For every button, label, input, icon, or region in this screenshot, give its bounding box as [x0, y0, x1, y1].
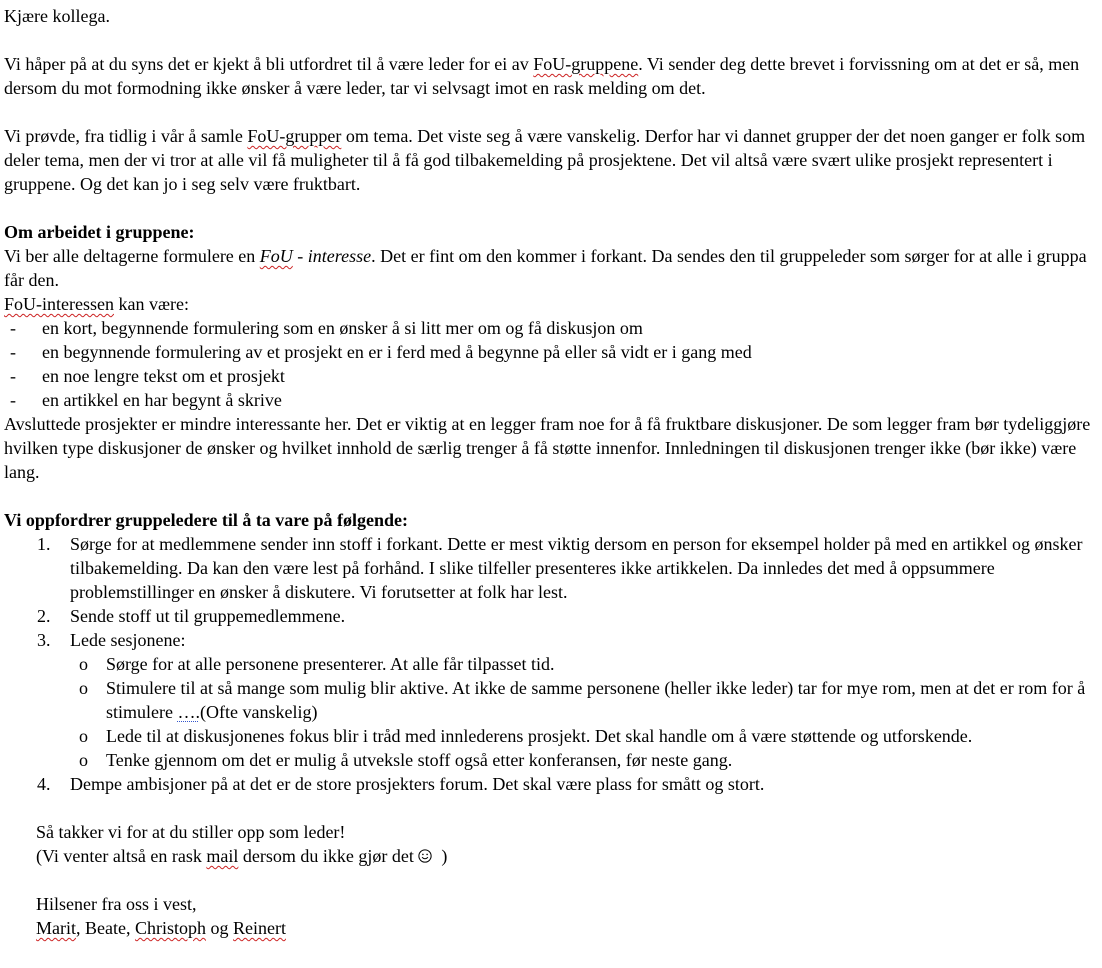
fou-interessen-line — [4, 292, 1098, 316]
reminder-text-1: (Vi venter altså en rask — [36, 846, 207, 866]
sub-item-text-end: (Ofte vanskelig) — [199, 702, 318, 722]
letter-document — [4, 4, 1098, 940]
paragraph-gap — [4, 796, 1098, 820]
reminder-line — [36, 844, 1098, 868]
number-marker: 4. — [37, 774, 51, 794]
kan-vaere-text: kan være: — [113, 294, 189, 314]
dash-marker: - — [10, 342, 16, 362]
list-item — [4, 340, 1098, 364]
signature-marit: Marit — [36, 918, 76, 938]
numbered-item-text: Sørge for at medlemmene sender inn stoff i forkant. Dette er mest viktig dersom en person for eksempel holder på med en artikkel og ønsker tilbakemelding. Da kan den være lest på forhånd. I slike tilfeller presenteres ikke artikkelen. Da innledes det med å oppsummere problemstillinger en ønsker å diskutere. Vi forutsetter at folk har lest. — [70, 534, 1083, 602]
completed-projects-paragraph: Avsluttede prosjekter er mindre interessante her. Det er viktig at en legger fram noe for å få fruktbare diskusjoner. De som legger fram bør tydeliggjøre hvilken type diskusjoner de ønsker og hvilket innhold de særlig trenger å få støtte innenfor. Innledningen til diskusjonen trenger ikke (bør ikke) være lang. — [4, 414, 1091, 482]
list-item-text: en kort, begynnende formulering som en ønsker å si litt mer om og få diskusjon om — [42, 318, 643, 338]
interesse-word-italic: - interesse — [292, 246, 372, 266]
signature-reinert: Reinert — [233, 918, 286, 938]
fou-interesse-paragraph — [4, 244, 1098, 292]
circle-bullet-marker: o — [79, 750, 88, 770]
list-item-text: en artikkel en har begynt å skrive — [42, 390, 282, 410]
session-sub-list — [70, 652, 1098, 772]
para2-text-2: om tema. Det viste seg å være vanskelig. Derfor har vi dannet grupper der det noen ganger er folk som deler tema, men der vi tror at alle vil få muligheter til å få god tilbakemelding på prosjektene. Det vil altså være svært ulike prosjekt representert i gruppene. Og det kan jo i seg selv være fruktbart. — [4, 126, 1086, 194]
closing-block — [4, 820, 1098, 940]
numbered-item-2 — [4, 604, 1098, 628]
section-heading-groups: Om arbeidet i gruppene: — [4, 222, 195, 242]
number-marker: 1. — [37, 534, 51, 554]
sub-item — [70, 676, 1098, 724]
sub-item-text: Tenke gjennom om det er mulig å utveksle stoff også etter konferansen, før neste gang. — [106, 750, 733, 770]
list-item — [4, 316, 1098, 340]
intro-text-2: . Vi sender deg dette brevet i forvissning om at det er så, men dersom du mot formodning ikke ønsker å være leder, tar vi selvsagt imot en rask melding om det. — [4, 54, 1080, 98]
paragraph-gap — [36, 868, 1098, 892]
section1-text-1: Vi ber alle deltagerne formulere en — [4, 246, 260, 266]
dash-marker: - — [10, 366, 16, 386]
list-item — [4, 388, 1098, 412]
dash-marker: - — [10, 318, 16, 338]
smiley-face-icon — [418, 849, 432, 863]
paragraph-gap — [4, 28, 1098, 52]
paragraph-gap — [4, 100, 1098, 124]
fou-interessen-word: FoU-interessen — [4, 294, 114, 314]
intro-paragraph — [4, 52, 1098, 100]
fou-gruppene-word: FoU-gruppene — [533, 54, 639, 74]
sub-item — [70, 748, 1098, 772]
greeting: Kjære kollega. — [4, 6, 110, 26]
numbered-item-text: Dempe ambisjoner på at det er de store prosjekters forum. Det skal være plass for smått og stort. — [70, 774, 765, 794]
signature-og: og — [206, 918, 233, 938]
number-marker: 2. — [37, 606, 51, 626]
section-heading-leaders: Vi oppfordrer gruppeledere til å ta vare på følgende: — [4, 510, 408, 530]
sub-item — [70, 652, 1098, 676]
numbered-item-text: Sende stoff ut til gruppemedlemmene. — [70, 606, 346, 626]
number-marker: 3. — [37, 630, 51, 650]
list-item — [4, 364, 1098, 388]
signature-line — [36, 916, 1098, 940]
list-item-text: en begynnende formulering av et prosjekt en er i ferd med å begynne på eller så vidt er i gang med — [42, 342, 752, 362]
fou-word-italic: FoU — [259, 246, 293, 266]
list-item-text: en noe lengre tekst om et prosjekt — [42, 366, 285, 386]
regards-line: Hilsener fra oss i vest, — [36, 894, 197, 914]
reminder-text-2: dersom du ikke gjør det — [238, 846, 419, 866]
circle-bullet-marker: o — [79, 654, 88, 674]
numbered-item-4 — [4, 772, 1098, 796]
signature-separator: , Beate, — [76, 918, 135, 938]
thanks-line: Så takker vi for at du stiller opp som leder! — [36, 822, 346, 842]
circle-bullet-marker: o — [79, 726, 88, 746]
sub-item-text: Sørge for at alle personene presenterer. At alle får tilpasset tid. — [106, 654, 555, 674]
intro-text-1: Vi håper på at du syns det er kjekt å bli utfordret til å være leder for ei av — [4, 54, 534, 74]
reminder-close: ) — [432, 846, 448, 866]
numbered-item-1 — [4, 532, 1098, 604]
mail-word: mail — [206, 846, 239, 866]
sub-item-text: Lede til at diskusjonenes fokus blir i tråd med innlederens prosjekt. Det skal handle om å være støttende og utforskende. — [106, 726, 973, 746]
dash-marker: - — [10, 390, 16, 410]
fou-interesse-list — [4, 316, 1098, 412]
circle-bullet-marker: o — [79, 678, 88, 698]
ellipsis-dots: …. — [177, 702, 200, 722]
fou-grupper-word: FoU-grupper — [247, 126, 342, 146]
paragraph-gap — [4, 196, 1098, 220]
section1-text-2: . Det er fint om den kommer i forkant. Da sendes den til gruppeleder som sørger for at alle i gruppa får den. — [4, 246, 1087, 290]
signature-christoph: Christoph — [134, 918, 206, 938]
sub-item — [70, 724, 1098, 748]
numbered-item-text: Lede sesjonene: — [70, 630, 186, 650]
para2-text-1: Vi prøvde, fra tidlig i vår å samle — [4, 126, 248, 146]
paragraph-gap — [4, 484, 1098, 508]
numbered-item-3 — [4, 628, 1098, 772]
second-paragraph — [4, 124, 1098, 196]
leader-tasks-list — [4, 532, 1098, 796]
sub-item-text: Stimulere til at så mange som mulig blir aktive. At ikke de samme personene (heller ikke leder) tar for mye rom, men at det er rom for å stimulere — [106, 678, 1086, 722]
